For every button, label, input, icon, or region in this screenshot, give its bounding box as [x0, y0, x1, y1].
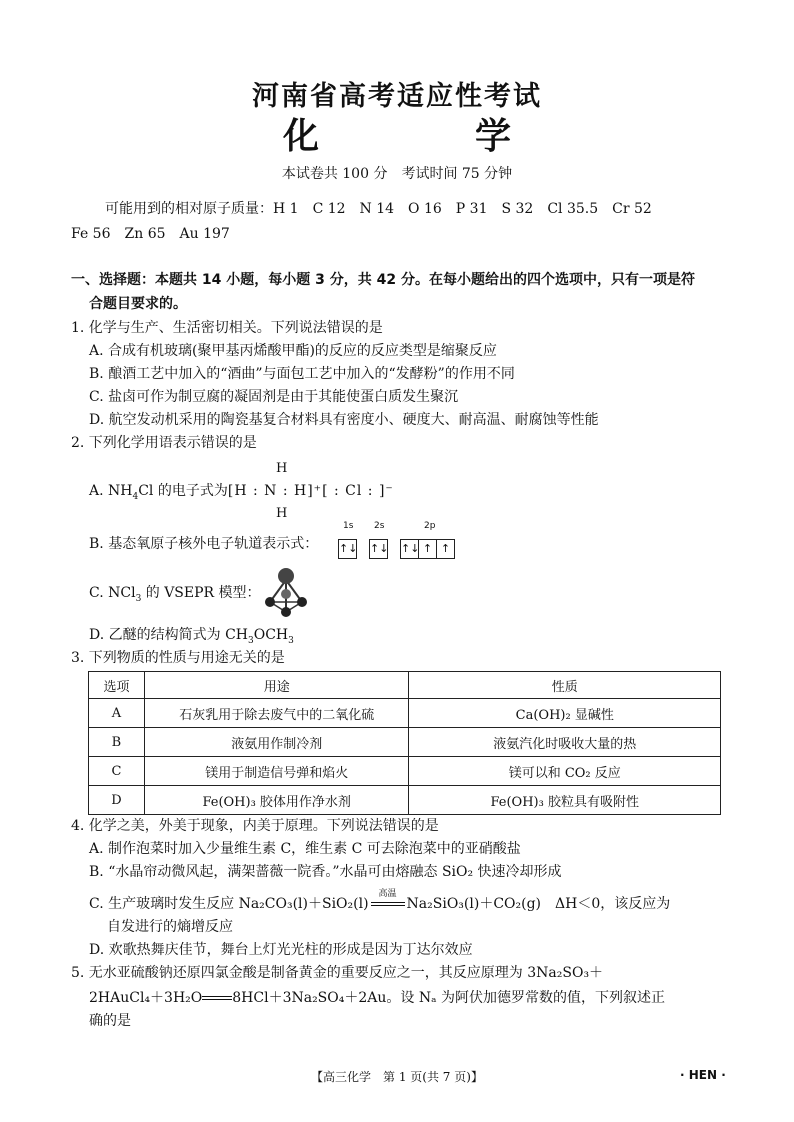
section-heading: 一、选择题：本题共 14 小题，每小题 3 分，共 42 分。在每小题给出的四个选项中，只有一项是符 合题目要求的。	[71, 272, 695, 312]
exam-title: 河南省高考适应性考试	[252, 81, 542, 112]
table-row: C 镁用于制造信号弹和焰火 镁可以和 CO₂ 反应	[89, 757, 721, 786]
electron-formula: [H : N : H]⁺[ : Cl : ]⁻	[227, 483, 394, 499]
table-row: A 石灰乳用于除去废气中的二氧化硫 Ca(OH)₂ 显碱性	[89, 699, 721, 728]
q5-stem-line-3: 确的是	[89, 1013, 131, 1029]
table-header-row: 选项 用途 性质	[89, 672, 721, 699]
q2-stem: 2. 下列化学用语表示错误的是	[71, 435, 257, 451]
table-row: D Fe(OH)₃ 胶体用作净水剂 Fe(OH)₃ 胶粒具有吸附性	[89, 786, 721, 815]
q4-option-b: B. “水晶帘动微风起，满架蔷薇一院香。”水晶可由熔融态 SiO₂ 快速冷却形成	[89, 864, 562, 880]
q4-option-a: A. 制作泡菜时加入少量维生素 C，维生素 C 可去除泡菜中的亚硝酸盐	[89, 841, 521, 857]
q3-table	[88, 671, 721, 815]
q1-option-a: A. 合成有机玻璃(聚甲基丙烯酸甲酯)的反应的反应类型是缩聚反应	[89, 343, 497, 359]
q1-option-b: B. 酿酒工艺中加入的“酒曲”与面包工艺中加入的“发酵粉”的作用不同	[89, 366, 515, 382]
paper-code: · HEN ·	[680, 1068, 726, 1082]
q5-stem-line-2: 2HAuCl₄＋3H₂O 8HCl＋3Na₂SO₄＋2Au。设 Nₐ 为阿伏加德罗常数的值，下列叙述正	[89, 990, 665, 1006]
q5-stem-line-1: 5. 无水亚硫酸钠还原四氯金酸是制备黄金的重要反应之一，其反应原理为 3Na₂SO₃＋	[71, 965, 604, 981]
q2-option-b: B. 基态氧原子核外电子轨道表示式：	[89, 536, 319, 552]
atomic-mass-line-2: Fe 56 Zn 65 Au 197	[71, 226, 230, 242]
q4-stem: 4. 化学之美，外美于现象，内美于原理。下列说法错误的是	[71, 818, 439, 834]
table-row: B 液氨用作制冷剂 液氨汽化时吸收大量的热	[89, 728, 721, 757]
page-footer: 【高三化学 第 1 页(共 7 页)】	[311, 1070, 483, 1084]
vsepr-model-image	[258, 564, 314, 620]
atomic-mass-line-1: 可能用到的相对原子质量：H 1 C 12 N 14 O 16 P 31 S 32 Cl 35.5 Cr 52	[105, 201, 652, 217]
q2-option-d: D. 乙醚的结构简式为 $CH_3OCH_3$	[89, 627, 294, 646]
q4-option-c-cont: 自发进行的熵增反应	[107, 919, 233, 935]
exam-page: 河南省高考适应性考试 化 学 本试卷共 100 分 考试时间 75 分钟 可能用到的相对原子质量：H 1 C 12 N 14 O 16 P 31 S 32 Cl 35.5 Cr 52 Fe 56 Zn 65 Au 197 一、选择题：本题共 14 小题，每小题 3 分，共 42 分。在每小题给出的四个选项中，只有一项是符 合题目要求的。 1. 化学与生产、生活密切相关。下列说法错误的是 A. 合成有机玻璃(聚甲基丙烯酸甲酯)的反应的反应类型是缩聚反应 B. 酿酒工艺中加入的“酒曲”与面包工艺中加入的“发酵粉”的作用不同 C. 盐卤可作为制豆腐的凝固剂是由于其能使蛋白质发生聚沉 D. 航空发动机采用的陶瓷基复合材料具有密度小、硬度大、耐高温、耐腐蚀等性能 2. 下列化学用语表示错误的是 A. $NH_4Cl$ 的电子式为[H : N : H]⁺[ : Cl : ]⁻ H H B. 基态氧原子核外电子轨道表示式： 1s ↑↓ 2s ↑↓ 2p ↑↓ ↑ ↑ C. NCl$_3$ 的 VSEPR 模型： D. 乙醚的结构简式为 $CH_3OCH_3$ 3. 下列物质的性质与用途无关的是 选项 用途 性质 A 石灰乳用于除去废气中的二氧化硫 Ca(OH)₂ 显碱性 B 液氨用作制冷剂 液氨汽化时吸收大量的热 C 镁用于制造信号弹和焰火 镁可以和 CO₂ 反应 D Fe(OH)₃ 胶体用作净水剂 Fe(OH)₃ 胶粒具有吸附性 4. 化学之美，外美于现象，内美于原理。下列说法错误的是 A. 制作泡菜时加入少量维生素 C，维生素 C 可去除泡菜中的亚硝酸盐 B. “水晶帘动微风起，满架蔷薇一院香。”水晶可由熔融态 SiO₂ 快速冷却形成 C. 生产玻璃时发生反应 Na₂CO₃(l)＋SiO₂(l) 高温 Na₂SiO₃(l)＋CO₂(g) ΔH＜0，该反应为 自发进行的熵增反应 D. 欢歌热舞庆佳节，舞台上灯光光柱的形成是因为丁达尔效应 5. 无水亚硫酸钠还原四氯金酸是制备黄金的重要反应之一，其反应原理为 3Na₂SO₃＋ 2HAuCl₄＋3H₂O 8HCl＋3Na₂SO₄＋2Au。设 Nₐ 为阿伏加德罗常数的值，下列叙述正 确的是 【高三化学 第 1 页(共 7 页)】 · HEN ·	[0, 0, 794, 1122]
q1-option-d: D. 航空发动机采用的陶瓷基复合材料具有密度小、硬度大、耐高温、耐腐蚀等性能	[89, 412, 599, 428]
exam-info: 本试卷共 100 分 考试时间 75 分钟	[281, 166, 513, 182]
electron-formula-h-top: H	[276, 461, 288, 476]
subject-title: 化 学	[282, 116, 571, 157]
reaction-condition: 高温	[369, 893, 407, 915]
q2-option-a: A. $NH_4Cl$ 的电子式为[H : N : H]⁺[ : Cl : ]⁻	[89, 483, 394, 502]
q1-option-c: C. 盐卤可作为制豆腐的凝固剂是由于其能使蛋白质发生聚沉	[89, 389, 459, 405]
q2-option-c: C. NCl$_3$ 的 VSEPR 模型：	[89, 585, 261, 604]
electron-formula-h-bottom: H	[276, 506, 288, 521]
q3-stem: 3. 下列物质的性质与用途无关的是	[71, 650, 285, 666]
q4-option-c: C. 生产玻璃时发生反应 Na₂CO₃(l)＋SiO₂(l) 高温 Na₂SiO₃(l)＋CO₂(g) ΔH＜0，该反应为	[89, 893, 670, 915]
q4-option-d: D. 欢歌热舞庆佳节，舞台上灯光光柱的形成是因为丁达尔效应	[89, 942, 473, 958]
q1-stem: 1. 化学与生产、生活密切相关。下列说法错误的是	[71, 320, 383, 336]
